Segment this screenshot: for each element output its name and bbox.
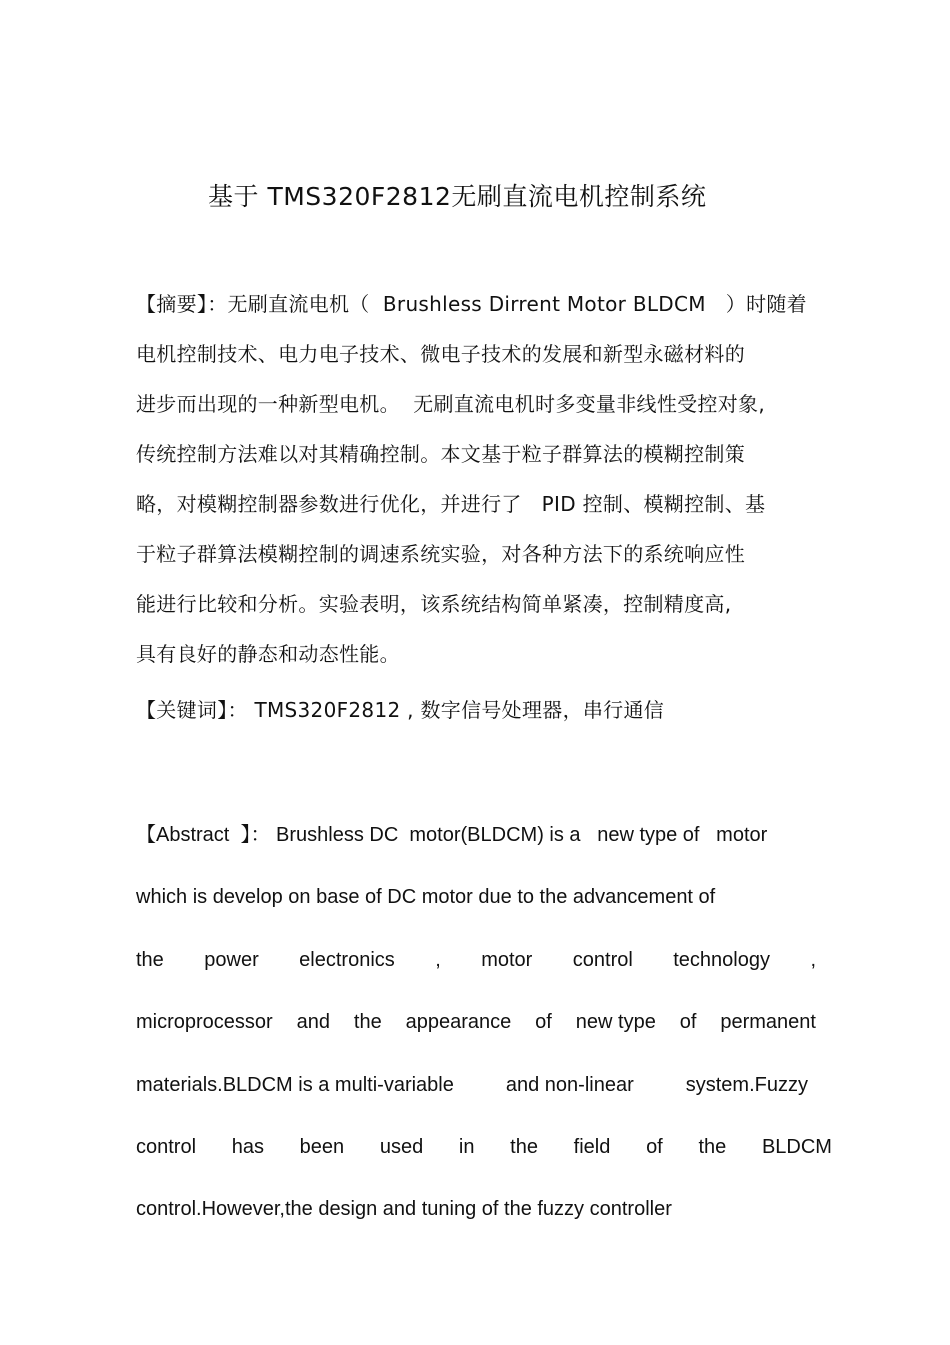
word: power [204,949,259,971]
abstract-en-line-2: which is develop on base of DC motor due to the advancement of [136,886,716,908]
word: electronics [299,949,395,971]
abstract-cn-line-1: 【摘要】：无刷直流电机（ Brushless Dirrent Motor BLDCM ）时随着 [136,292,807,316]
abstract-cn-line-8: 具有良好的静态和动态性能。 [136,642,400,666]
word: technology [673,949,770,971]
word: materials.BLDCM is a multi-variable [136,1074,454,1096]
abstract-en-line-7: control.However,the design and tuning of the fuzzy controller [136,1198,672,1220]
abstract-cn-line-3: 进步而出现的一种新型电机。 无刷直流电机时多变量非线性受控对象, [136,392,765,416]
word: the [353,1011,382,1033]
word: of [535,1011,552,1033]
keywords-cn: 【关键词】： TMS320F2812 , 数字信号处理器，串行通信 [136,698,665,722]
abstract-en-line-4 [136,1010,816,1034]
word: in [458,1136,475,1158]
word: appearance [405,1011,512,1033]
abstract-en-line-6 [136,1135,832,1159]
word: the [136,949,164,971]
word: been [299,1136,345,1158]
word: used [379,1136,424,1158]
word: control [136,1136,197,1158]
word: control [572,949,633,971]
abstract-cn-line-4: 传统控制方法难以对其精确控制。本文基于粒子群算法的模糊控制策 [136,442,745,466]
word: the [698,1136,727,1158]
abstract-en-line-1: 【Abstract 】： Brushless DC motor(BLDCM) is a new type of motor [136,824,768,846]
abstract-cn-line-5: 略，对模糊控制器参数进行优化，并进行了 PID 控制、模糊控制、基 [136,492,766,516]
word: has [231,1136,264,1158]
word: and non-linear [505,1074,634,1096]
word: permanent [720,1011,816,1033]
document-title: 基于 TMS320F2812无刷直流电机控制系统 [208,182,707,211]
word: , [435,949,441,971]
word: and [296,1011,330,1033]
abstract-cn-line-6: 于粒子群算法模糊控制的调速系统实验，对各种方法下的系统响应性 [136,542,745,566]
word: microprocessor [136,1011,273,1033]
word: the [510,1136,538,1158]
word: of [646,1136,663,1158]
word: system.Fuzzy [685,1074,808,1096]
word: BLDCM [761,1136,832,1158]
abstract-en-line-3 [136,948,816,972]
word: new type [575,1011,656,1033]
abstract-cn-line-2: 电机控制技术、电力电子技术、微电子技术的发展和新型永磁材料的 [136,342,745,366]
word: motor [481,949,533,971]
word: field [573,1136,611,1158]
abstract-en-line-5 [136,1073,808,1097]
word: , [810,949,816,971]
word: of [679,1011,697,1033]
abstract-cn-line-7: 能进行比较和分析。实验表明，该系统结构简单紧凑，控制精度高, [136,592,732,616]
